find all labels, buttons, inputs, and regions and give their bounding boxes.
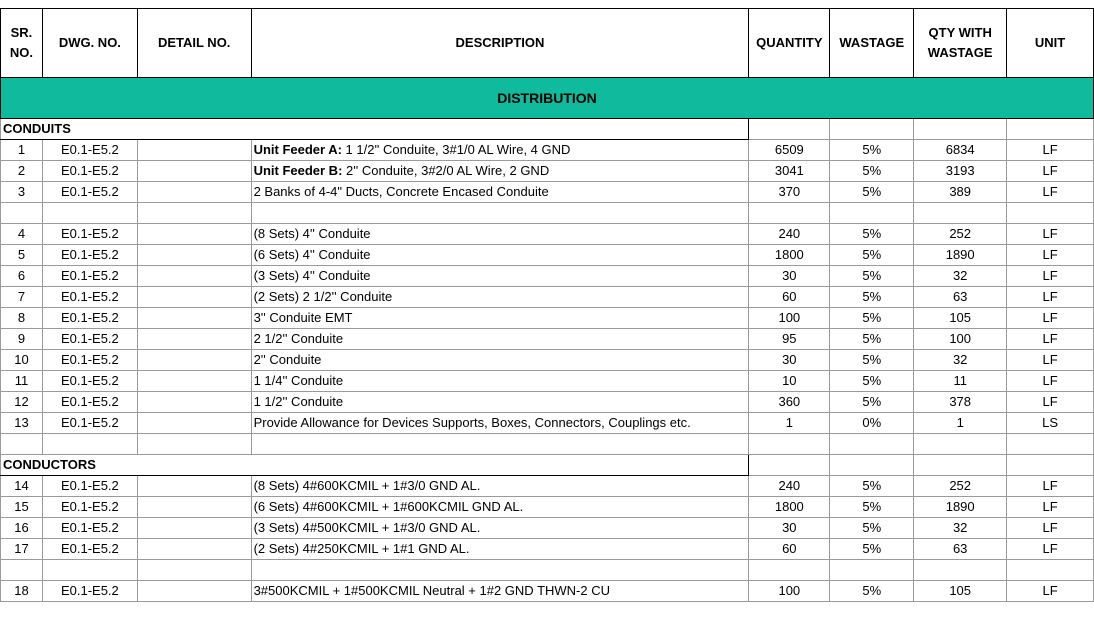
unit-cell[interactable]: LF [1007, 224, 1094, 245]
empty-cell[interactable] [914, 203, 1007, 224]
sr-no-cell[interactable]: 3 [1, 182, 43, 203]
description-cell[interactable] [251, 182, 749, 203]
detail-no-cell[interactable] [137, 224, 251, 245]
empty-cell[interactable] [1, 434, 43, 455]
empty-cell[interactable] [251, 560, 749, 581]
header-row [1, 9, 1094, 78]
empty-cell[interactable] [749, 560, 830, 581]
description-text: 1 1/2'' Conduite, 3#1/0 AL Wire, 4 GND [341, 142, 571, 157]
description-text: 2 Banks of 4-4" Ducts, Concrete Encased Conduite [253, 184, 549, 199]
sr-no-cell[interactable]: 5 [1, 245, 43, 266]
qty-with-wastage-cell[interactable]: 1 [914, 413, 1007, 434]
blank-row [1, 434, 1094, 455]
sr-no-cell[interactable]: 17 [1, 539, 43, 560]
blank-row [1, 203, 1094, 224]
detail-no-cell[interactable] [137, 266, 251, 287]
description-cell[interactable] [251, 581, 749, 602]
empty-cell[interactable] [1, 560, 43, 581]
detail-no-cell[interactable] [137, 161, 251, 182]
qty-with-wastage-cell[interactable]: 252 [914, 224, 1007, 245]
table-row [1, 182, 1094, 203]
description-text: (2 Sets) 4#250KCMIL + 1#1 GND AL. [253, 541, 470, 556]
empty-cell[interactable] [42, 560, 137, 581]
quantity-cell[interactable]: 240 [749, 224, 830, 245]
detail-no-cell[interactable] [137, 140, 251, 161]
quantity-cell[interactable]: 30 [749, 350, 830, 371]
description-text: 2 1/2'' Conduite [253, 331, 344, 346]
unit-cell[interactable]: LF [1007, 497, 1094, 518]
empty-cell[interactable] [830, 434, 914, 455]
qty-with-wastage-cell[interactable]: 389 [914, 182, 1007, 203]
group-name[interactable]: CONDUITS [1, 119, 749, 140]
description-text: 3'' Conduite EMT [253, 310, 353, 325]
qty-with-wastage-cell[interactable]: 1890 [914, 497, 1007, 518]
detail-no-cell[interactable] [137, 581, 251, 602]
wastage-cell[interactable]: 5% [830, 518, 914, 539]
dwg-no-cell[interactable]: E0.1-E5.2 [42, 539, 137, 560]
qty-with-wastage-cell[interactable]: 252 [914, 476, 1007, 497]
empty-cell[interactable] [1007, 119, 1094, 140]
dwg-no-cell[interactable]: E0.1-E5.2 [42, 476, 137, 497]
header-sr-no: SR. NO. [1, 9, 43, 78]
dwg-no-cell[interactable]: E0.1-E5.2 [42, 392, 137, 413]
detail-no-cell[interactable] [137, 308, 251, 329]
table-row [1, 371, 1094, 392]
sr-no-cell[interactable]: 7 [1, 287, 43, 308]
wastage-cell[interactable]: 5% [830, 287, 914, 308]
header-qty-with-wastage: QTY WITH WASTAGE [914, 9, 1007, 78]
unit-cell[interactable]: LF [1007, 329, 1094, 350]
wastage-cell[interactable]: 5% [830, 245, 914, 266]
description-cell[interactable] [251, 308, 749, 329]
sr-no-cell[interactable]: 11 [1, 371, 43, 392]
description-text: Provide Allowance for Devices Supports, Boxes, Connectors, Couplings etc. [253, 415, 691, 430]
header-description: DESCRIPTION [251, 9, 749, 78]
wastage-cell[interactable]: 5% [830, 329, 914, 350]
description-cell[interactable] [251, 350, 749, 371]
detail-no-cell[interactable] [137, 476, 251, 497]
dwg-no-cell[interactable]: E0.1-E5.2 [42, 350, 137, 371]
unit-cell[interactable]: LF [1007, 392, 1094, 413]
description-text: 1 1/2'' Conduite [253, 394, 344, 409]
quantity-cell[interactable]: 60 [749, 539, 830, 560]
table-row [1, 350, 1094, 371]
unit-cell[interactable]: LF [1007, 161, 1094, 182]
description-text: (6 Sets) 4'' Conduite [253, 247, 371, 262]
description-cell[interactable] [251, 287, 749, 308]
empty-cell[interactable] [749, 203, 830, 224]
detail-no-cell[interactable] [137, 497, 251, 518]
table-row [1, 308, 1094, 329]
quantity-cell[interactable]: 30 [749, 518, 830, 539]
quantity-cell[interactable]: 6509 [749, 140, 830, 161]
empty-cell[interactable] [830, 455, 914, 476]
quantity-cell[interactable]: 95 [749, 329, 830, 350]
table-row [1, 413, 1094, 434]
description-cell[interactable] [251, 539, 749, 560]
sr-no-cell[interactable]: 18 [1, 581, 43, 602]
description-bold: Unit Feeder B: [253, 163, 343, 178]
sr-no-cell[interactable]: 8 [1, 308, 43, 329]
bill-of-quantities-table [0, 8, 1094, 602]
quantity-cell[interactable]: 1 [749, 413, 830, 434]
wastage-cell[interactable]: 5% [830, 182, 914, 203]
empty-cell[interactable] [914, 119, 1007, 140]
table-row [1, 266, 1094, 287]
qty-with-wastage-cell[interactable]: 32 [914, 518, 1007, 539]
qty-with-wastage-cell[interactable]: 105 [914, 308, 1007, 329]
unit-cell[interactable]: LF [1007, 140, 1094, 161]
header-detail-no: DETAIL NO. [137, 9, 251, 78]
sr-no-cell[interactable]: 14 [1, 476, 43, 497]
empty-cell[interactable] [137, 203, 251, 224]
blank-row [1, 560, 1094, 581]
quantity-cell[interactable]: 100 [749, 581, 830, 602]
wastage-cell[interactable]: 5% [830, 581, 914, 602]
description-cell[interactable] [251, 329, 749, 350]
table-row [1, 161, 1094, 182]
quantity-cell[interactable]: 360 [749, 392, 830, 413]
unit-cell[interactable]: LF [1007, 266, 1094, 287]
group-row [1, 119, 1094, 140]
empty-cell[interactable] [749, 119, 830, 140]
table-row [1, 392, 1094, 413]
empty-cell[interactable] [830, 119, 914, 140]
wastage-cell[interactable]: 5% [830, 224, 914, 245]
unit-cell[interactable]: LF [1007, 539, 1094, 560]
detail-no-cell[interactable] [137, 413, 251, 434]
header-dwg-no: DWG. NO. [42, 9, 137, 78]
header-unit: UNIT [1007, 9, 1094, 78]
description-cell[interactable] [251, 413, 749, 434]
qty-with-wastage-cell[interactable]: 1890 [914, 245, 1007, 266]
empty-cell[interactable] [42, 434, 137, 455]
table-row [1, 245, 1094, 266]
detail-no-cell[interactable] [137, 392, 251, 413]
wastage-cell[interactable]: 5% [830, 392, 914, 413]
detail-no-cell[interactable] [137, 518, 251, 539]
dwg-no-cell[interactable]: E0.1-E5.2 [42, 371, 137, 392]
description-cell[interactable] [251, 224, 749, 245]
unit-cell[interactable]: LS [1007, 413, 1094, 434]
dwg-no-cell[interactable]: E0.1-E5.2 [42, 161, 137, 182]
table-row [1, 140, 1094, 161]
unit-cell[interactable]: LF [1007, 182, 1094, 203]
description-cell[interactable] [251, 266, 749, 287]
empty-cell[interactable] [1007, 203, 1094, 224]
description-text: 1 1/4'' Conduite [253, 373, 344, 388]
empty-cell[interactable] [1, 203, 43, 224]
empty-cell[interactable] [914, 455, 1007, 476]
table-row [1, 476, 1094, 497]
detail-no-cell[interactable] [137, 350, 251, 371]
table-row [1, 224, 1094, 245]
description-cell[interactable] [251, 371, 749, 392]
description-text: (3 Sets) 4#500KCMIL + 1#3/0 GND AL. [253, 520, 481, 535]
sr-no-cell[interactable]: 4 [1, 224, 43, 245]
description-text: (8 Sets) 4#600KCMIL + 1#3/0 GND AL. [253, 478, 481, 493]
dwg-no-cell[interactable]: E0.1-E5.2 [42, 287, 137, 308]
group-row [1, 455, 1094, 476]
empty-cell[interactable] [251, 203, 749, 224]
qty-with-wastage-cell[interactable]: 63 [914, 539, 1007, 560]
wastage-cell[interactable]: 5% [830, 161, 914, 182]
sr-no-cell[interactable]: 9 [1, 329, 43, 350]
dwg-no-cell[interactable]: E0.1-E5.2 [42, 518, 137, 539]
quantity-cell[interactable]: 60 [749, 287, 830, 308]
qty-with-wastage-cell[interactable]: 3193 [914, 161, 1007, 182]
empty-cell[interactable] [137, 434, 251, 455]
header-quantity: QUANTITY [749, 9, 830, 78]
empty-cell[interactable] [830, 203, 914, 224]
qty-with-wastage-cell[interactable]: 32 [914, 266, 1007, 287]
sr-no-cell[interactable]: 16 [1, 518, 43, 539]
description-cell[interactable] [251, 476, 749, 497]
empty-cell[interactable] [914, 434, 1007, 455]
sr-no-cell[interactable]: 13 [1, 413, 43, 434]
wastage-cell[interactable]: 5% [830, 539, 914, 560]
group-name[interactable]: CONDUCTORS [1, 455, 749, 476]
wastage-cell[interactable]: 5% [830, 350, 914, 371]
description-text: (6 Sets) 4#600KCMIL + 1#600KCMIL GND AL. [253, 499, 524, 514]
description-text: 2'' Conduite, 3#2/0 AL Wire, 2 GND [342, 163, 550, 178]
empty-cell[interactable] [251, 434, 749, 455]
dwg-no-cell[interactable]: E0.1-E5.2 [42, 413, 137, 434]
quantity-cell[interactable]: 10 [749, 371, 830, 392]
dwg-no-cell[interactable]: E0.1-E5.2 [42, 581, 137, 602]
unit-cell[interactable]: LF [1007, 518, 1094, 539]
detail-no-cell[interactable] [137, 245, 251, 266]
qty-with-wastage-cell[interactable]: 378 [914, 392, 1007, 413]
dwg-no-cell[interactable]: E0.1-E5.2 [42, 308, 137, 329]
detail-no-cell[interactable] [137, 182, 251, 203]
description-cell[interactable] [251, 245, 749, 266]
sr-no-cell[interactable]: 10 [1, 350, 43, 371]
section-title[interactable]: DISTRIBUTION [1, 78, 1094, 119]
table-row [1, 581, 1094, 602]
table-row [1, 539, 1094, 560]
quantity-cell[interactable]: 30 [749, 266, 830, 287]
dwg-no-cell[interactable]: E0.1-E5.2 [42, 245, 137, 266]
qty-with-wastage-cell[interactable]: 11 [914, 371, 1007, 392]
sr-no-cell[interactable]: 2 [1, 161, 43, 182]
dwg-no-cell[interactable]: E0.1-E5.2 [42, 224, 137, 245]
description-text: 2'' Conduite [253, 352, 322, 367]
quantity-cell[interactable]: 240 [749, 476, 830, 497]
unit-cell[interactable]: LF [1007, 350, 1094, 371]
quantity-cell[interactable]: 100 [749, 308, 830, 329]
description-cell[interactable] [251, 518, 749, 539]
empty-cell[interactable] [749, 455, 830, 476]
description-cell[interactable] [251, 161, 749, 182]
dwg-no-cell[interactable]: E0.1-E5.2 [42, 497, 137, 518]
sr-no-cell[interactable]: 12 [1, 392, 43, 413]
description-cell[interactable] [251, 140, 749, 161]
unit-cell[interactable]: LF [1007, 308, 1094, 329]
quantity-cell[interactable]: 1800 [749, 497, 830, 518]
qty-with-wastage-cell[interactable]: 6834 [914, 140, 1007, 161]
section-row [1, 78, 1094, 119]
detail-no-cell[interactable] [137, 539, 251, 560]
sr-no-cell[interactable]: 6 [1, 266, 43, 287]
quantity-cell[interactable]: 3041 [749, 161, 830, 182]
empty-cell[interactable] [1007, 455, 1094, 476]
dwg-no-cell[interactable]: E0.1-E5.2 [42, 329, 137, 350]
description-cell[interactable] [251, 392, 749, 413]
description-text: (8 Sets) 4'' Conduite [253, 226, 371, 241]
description-bold: Unit Feeder A: [253, 142, 342, 157]
empty-cell[interactable] [1007, 434, 1094, 455]
detail-no-cell[interactable] [137, 287, 251, 308]
unit-cell[interactable]: LF [1007, 581, 1094, 602]
unit-cell[interactable]: LF [1007, 245, 1094, 266]
table-row [1, 329, 1094, 350]
header-wastage: WASTAGE [830, 9, 914, 78]
empty-cell[interactable] [914, 560, 1007, 581]
empty-cell[interactable] [749, 434, 830, 455]
wastage-cell[interactable]: 5% [830, 308, 914, 329]
qty-with-wastage-cell[interactable]: 32 [914, 350, 1007, 371]
qty-with-wastage-cell[interactable]: 105 [914, 581, 1007, 602]
table-row [1, 518, 1094, 539]
quantity-cell[interactable]: 1800 [749, 245, 830, 266]
wastage-cell[interactable]: 5% [830, 140, 914, 161]
table-body [1, 78, 1094, 602]
quantity-cell[interactable]: 370 [749, 182, 830, 203]
table-row [1, 287, 1094, 308]
dwg-no-cell[interactable]: E0.1-E5.2 [42, 140, 137, 161]
wastage-cell[interactable]: 5% [830, 497, 914, 518]
description-text: 3#500KCMIL + 1#500KCMIL Neutral + 1#2 GND THWN-2 CU [253, 583, 611, 598]
detail-no-cell[interactable] [137, 371, 251, 392]
description-text: (3 Sets) 4'' Conduite [253, 268, 371, 283]
table-row [1, 497, 1094, 518]
wastage-cell[interactable]: 5% [830, 266, 914, 287]
unit-cell[interactable]: LF [1007, 476, 1094, 497]
unit-cell[interactable]: LF [1007, 371, 1094, 392]
description-text: (2 Sets) 2 1/2'' Conduite [253, 289, 393, 304]
unit-cell[interactable]: LF [1007, 287, 1094, 308]
empty-cell[interactable] [42, 203, 137, 224]
qty-with-wastage-cell[interactable]: 100 [914, 329, 1007, 350]
qty-with-wastage-cell[interactable]: 63 [914, 287, 1007, 308]
empty-cell[interactable] [830, 560, 914, 581]
empty-cell[interactable] [137, 560, 251, 581]
detail-no-cell[interactable] [137, 329, 251, 350]
dwg-no-cell[interactable]: E0.1-E5.2 [42, 182, 137, 203]
dwg-no-cell[interactable]: E0.1-E5.2 [42, 266, 137, 287]
wastage-cell[interactable]: 5% [830, 371, 914, 392]
empty-cell[interactable] [1007, 560, 1094, 581]
wastage-cell[interactable]: 0% [830, 413, 914, 434]
sr-no-cell[interactable]: 15 [1, 497, 43, 518]
description-cell[interactable] [251, 497, 749, 518]
sr-no-cell[interactable]: 1 [1, 140, 43, 161]
wastage-cell[interactable]: 5% [830, 476, 914, 497]
